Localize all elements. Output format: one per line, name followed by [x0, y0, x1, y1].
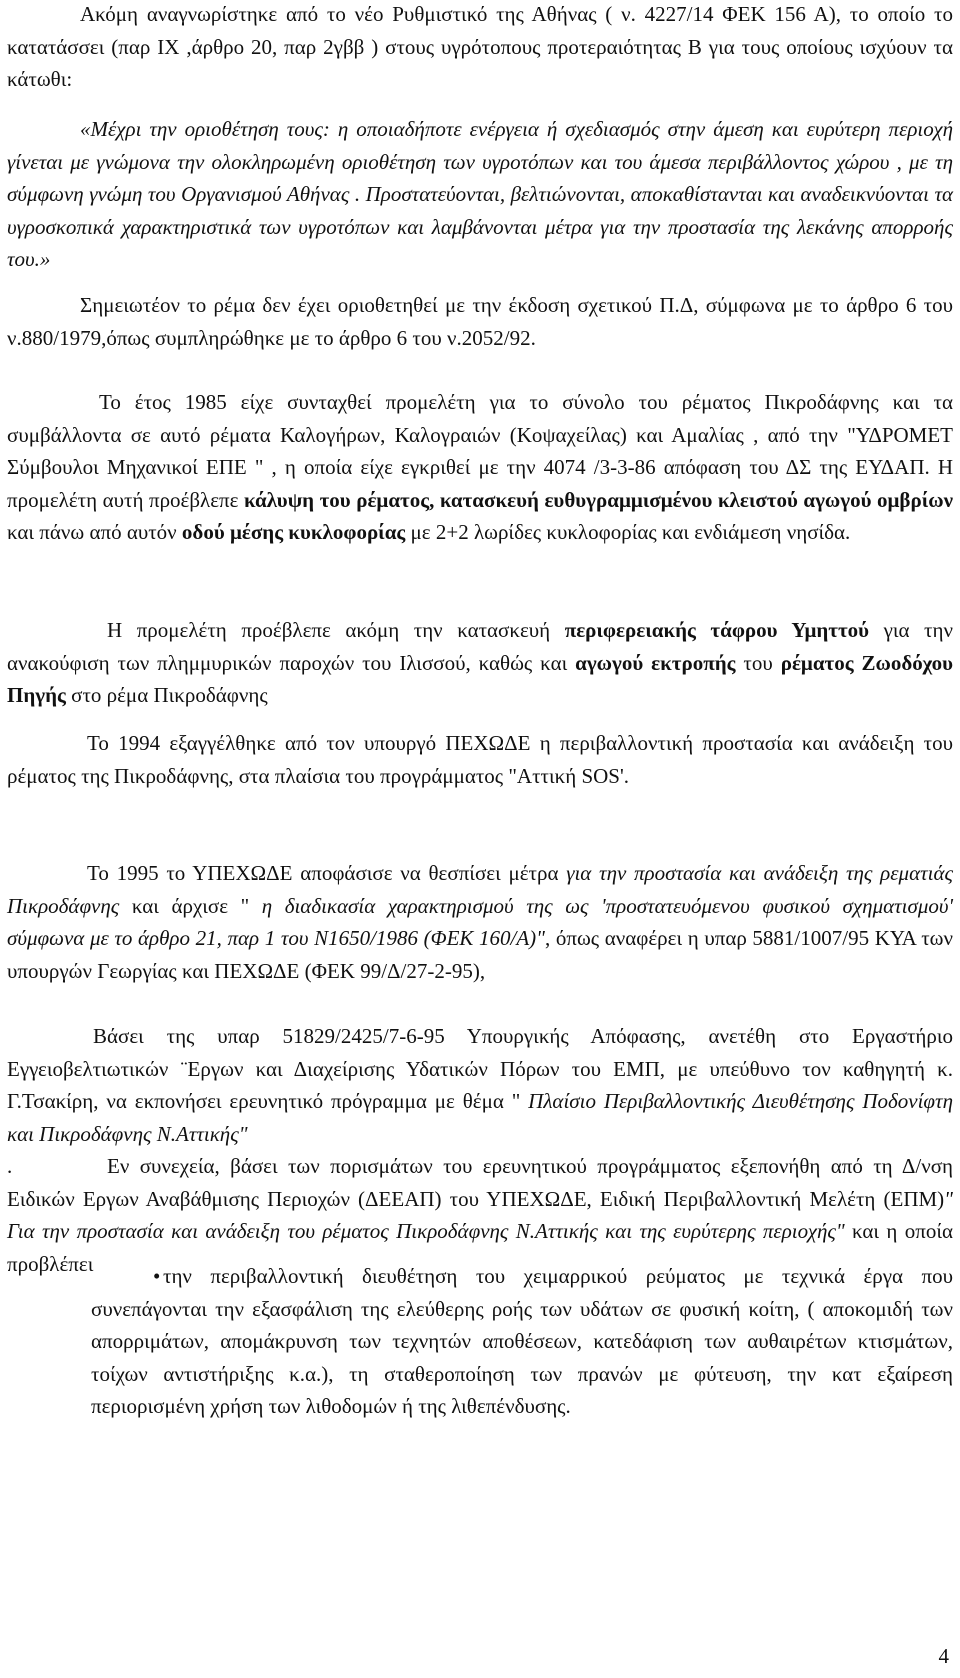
paragraph-text: του: [735, 650, 781, 675]
paragraph-1995: [7, 857, 953, 987]
paragraph-text: και η οποία προβλέπει: [7, 1219, 953, 1276]
paragraph-text: Βάσει της υπαρ 51829/2425/7-6-95 Υπουργικής Απόφασης, ανετέθη στο Εργαστήριο Εγγειοβελτιωτικών ¨Εργων και Διαχείρισης Υδατικών Πόρων του ΕΜΠ, με υπεύθυνο τον καθηγητή κ. Γ.Τσακίρη, να εκπονήσει ερευνητικό πρόγραμμα με θέμα ": [7, 1024, 953, 1113]
quote-paragraph: [7, 113, 953, 276]
paragraph-text: Το έτος 1985 είχε συνταχθεί προμελέτη για το σύνολο του ρέματος Πικροδάφνης και τα συμβάλλοντα σε αυτό ρέματα Καλογήρων, Καλογραιών (Κοψαχείλας) και Αμαλίας , από την "ΥΔΡΟΜΕΤ Σύμβουλοι Μηχανικοί ΕΠΕ " , η οποία είχε εγκριθεί με την 4074 /3-3-86 απόφαση του ΔΣ της ΕΥΔΑΠ. Η προμελέτη αυτή προέβλεπε: [7, 390, 953, 512]
italic-text: Πλαίσιο Περιβαλλοντικής Διευθέτησης Ποδονίφτη και Πικροδάφνης Ν.Αττικής": [7, 1089, 953, 1146]
paragraph-text: Το 1995 το ΥΠΕΧΩΔΕ αποφάσισε να θεσπίσει μέτρα: [87, 861, 567, 885]
paragraph-text: και άρχισε ": [119, 893, 262, 918]
quote-text: «Μέχρι την οριοθέτηση τους: η οποιαδήποτε ενέργεια ή σχεδιασμός στην άμεση και ευρύτερη περιοχή γίνεται με γνώμονα την ολοκληρωμένη οριοθέτηση των υγροτόπων και του άμεσα περιβάλλοντος χώρου , με τη σύμφωνη γνώμη του Οργανισμού Αθήνας . Προστατεύονται, βελτιώνονται, αποκαθίστανται και αναδεικνύονται τα υγροσκοπικά χαρακτηριστικά των υγροτόπων και λαμβάνονται μέτρα για την προστασία της λεκάνης απορροής του.»: [7, 117, 953, 271]
bold-text: περιφερειακής τάφρου Υμηττού: [564, 618, 870, 642]
paragraph-oriothetisi: [7, 289, 953, 354]
paragraph-dot: .: [7, 1154, 13, 1178]
paragraph-ruthmistiko: [7, 0, 953, 96]
italic-text: " Για την προστασία και ανάδειξη του ρέματος Πικροδάφνης Ν.Αττικής και της ευρύτερης περιοχής": [7, 1186, 953, 1243]
bold-text: ρέματος Ζωοδόχου Πηγής: [7, 650, 953, 707]
bullet-symbol: •: [153, 1264, 161, 1288]
paragraph-text: για την ανακούφιση των πλημμυρικών παροχών του Ιλισσού, καθώς και: [7, 618, 953, 675]
bold-text: οδού μέσης κυκλοφορίας: [181, 520, 406, 544]
paragraph-text: με 2+2 λωρίδες κυκλοφορίας και ενδιάμεση νησίδα.: [405, 520, 851, 544]
paragraph-tafros-ymittou: [7, 614, 953, 712]
bold-text: αγωγού εκτροπής: [575, 650, 736, 675]
paragraph-1994: [7, 727, 953, 792]
paragraph-promeleti-1985: [7, 386, 953, 549]
paragraph-text: στο ρέμα Πικροδάφνης: [65, 683, 268, 707]
bold-text: κάλυψη του ρέματος, κατασκευή ευθυγραμμισμένου κλειστού αγωγού ομβρίων: [244, 487, 953, 512]
bullet-item: [91, 1260, 953, 1423]
bullet-text: την περιβαλλοντική διευθέτηση του χειμαρρικού ρεύματος με τεχνικά έργα που συνεπάγονται την εξασφάλιση της ελεύθερης ροής των υδάτων σε φυσική κοίτη, ( αποκομιδή των απορριμάτων, απομάκρυνση των τεχνητών αποθέσεων, κατεδάφιση των αυθαιρέτων κτισμάτων, τοίχων αντιστήριξης κ.α.), τη σταθεροποίηση των πρανών με φύτευση, την κατ εξαίρεση περιορισμένη χρήση των λιθοδομών ή της λιθεπένδυσης.: [91, 1264, 953, 1418]
page-number: 4: [938, 1644, 949, 1668]
italic-text: για την προστασία και ανάδειξη της ρεματιάς Πικροδάφνης: [7, 861, 953, 918]
paragraph-text: , όπως αναφέρει η υπαρ 5881/1007/95 ΚΥΑ των υπουργών Γεωργίας και ΠΕΧΩΔΕ (ΦΕΚ 99/Δ/27-2-95),: [7, 926, 953, 983]
paragraph-text: και πάνω από αυτόν: [7, 520, 182, 544]
paragraph-text: Ακόμη αναγνωρίστηκε από το νέο Ρυθμιστικό της Αθήνας ( ν. 4227/14 ΦΕΚ 156 Α), το οποίο το κατατάσσει (παρ ΙΧ ,άρθρο 20, παρ 2γββ ) στους υγρότοπους προτεραιότητας Β για τους οποίους ισχύουν τα κάτωθι:: [7, 2, 953, 91]
italic-text: η διαδικασία χαρακτηρισμού της ως 'προστατευόμενου φυσικού σχηματισμού' σύμφωνα με το άρθρο 21, παρ 1 του Ν1650/1986 (ΦΕΚ 160/Α)": [7, 893, 954, 950]
paragraph-text: Η προμελέτη προέβλεπε ακόμη την κατασκευή: [107, 618, 565, 642]
paragraph-text: Το 1994 εξαγγέλθηκε από τον υπουργό ΠΕΧΩΔΕ η περιβαλλοντική προστασία και ανάδειξη του ρέματος της Πικροδάφνης, στα πλαίσια του προγράμματος "Αττική SOS'.: [7, 731, 953, 788]
paragraph-text: Εν συνεχεία, βάσει των πορισμάτων του ερευνητικού προγράμματος εξεπονήθη από τη Δ/νση Ειδικών Εργων Αναβάθμισης Περιοχών (ΔΕΕΑΠ) του ΥΠΕΧΩΔΕ, Ειδική Περιβαλλοντική Μελέτη (ΕΠΜ): [7, 1154, 953, 1211]
paragraph-text: Σημειωτέον το ρέμα δεν έχει οριοθετηθεί με την έκδοση σχετικού Π.Δ, σύμφωνα με το άρθρο 6 του ν.880/1979,όπως συμπληρώθηκε με το άρθρο 6 του ν.2052/92.: [7, 293, 953, 350]
